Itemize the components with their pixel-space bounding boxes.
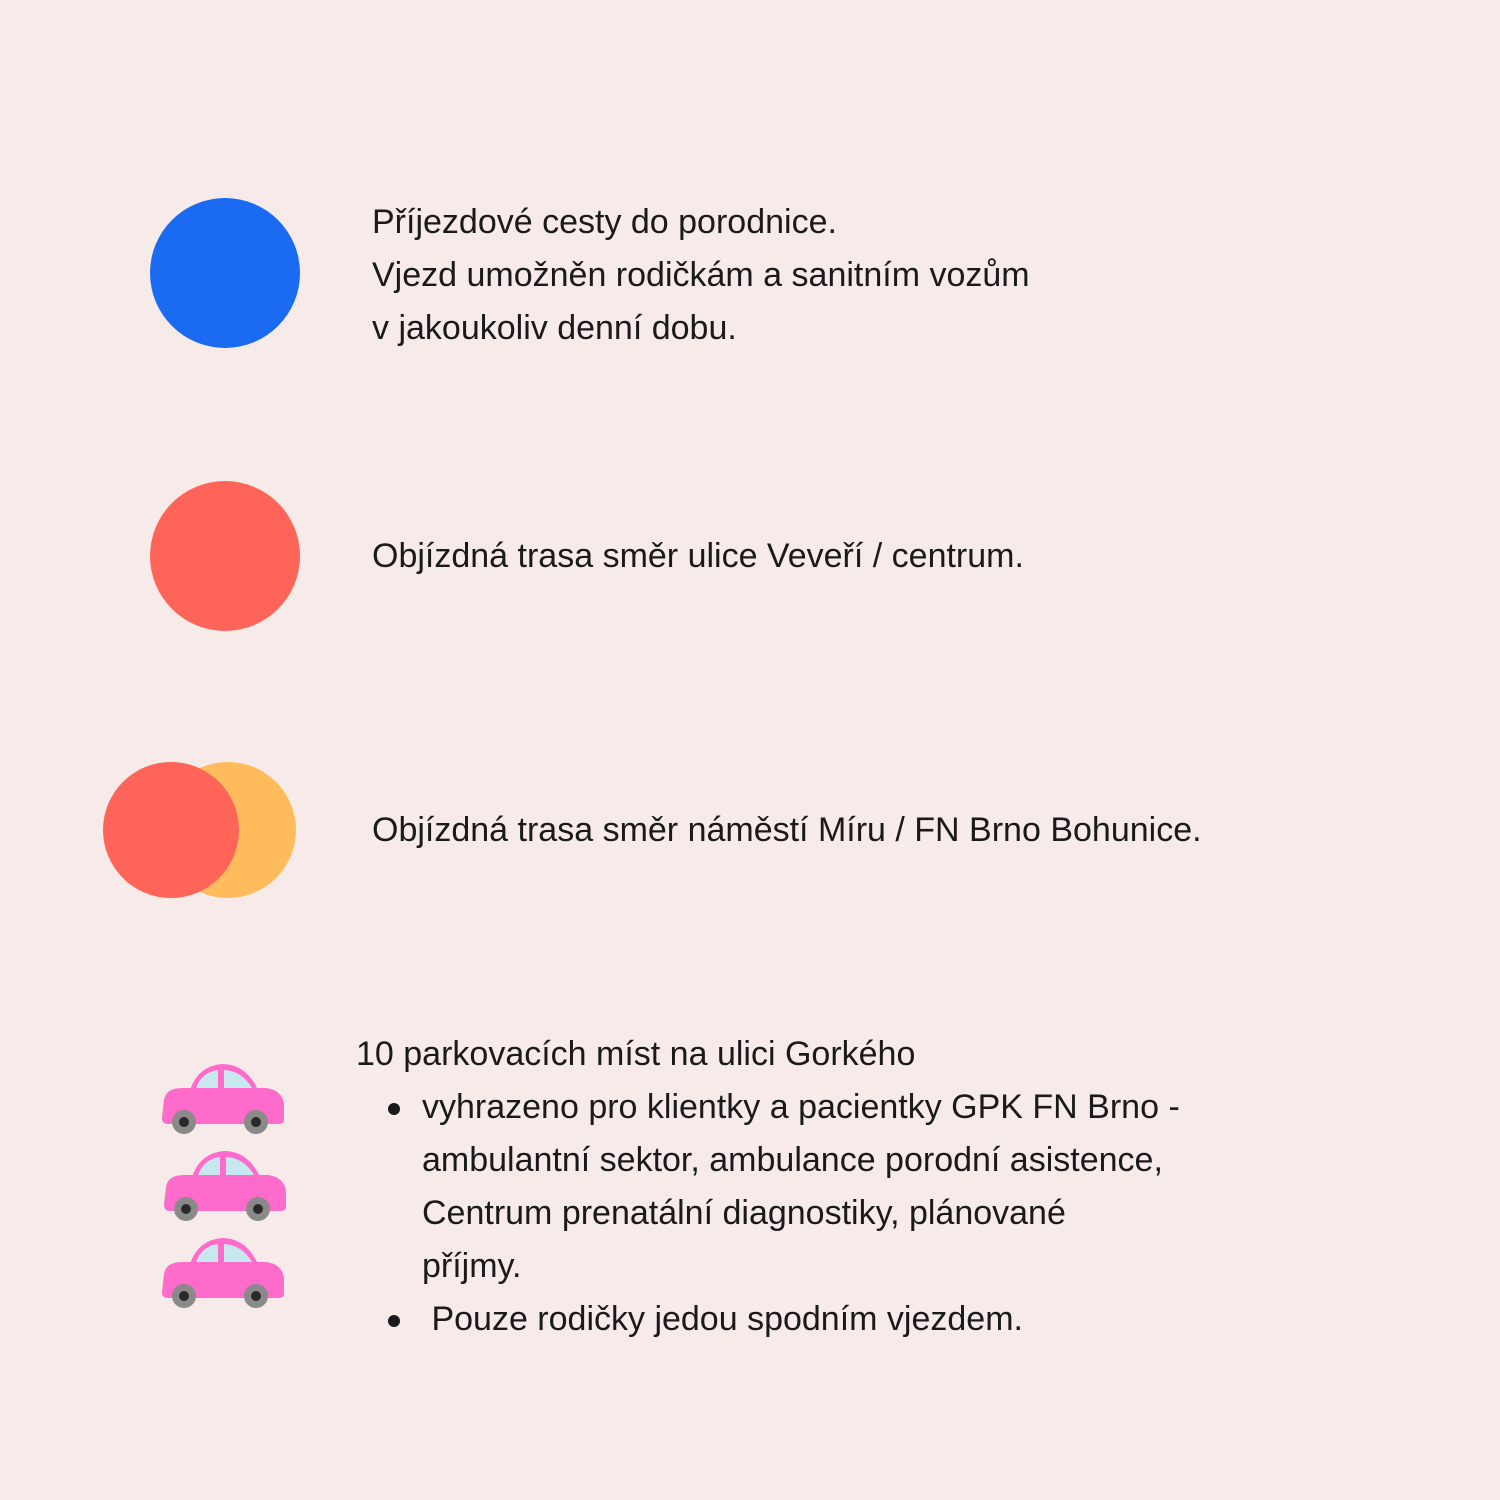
arrival-routes-line-2: Vjezd umožněn rodičkám a sanitním vozům [372, 256, 1030, 294]
car-icon [160, 1234, 286, 1310]
blue-circle-icon [150, 198, 300, 348]
parking-title: 10 parkovacích míst na ulici Gorkého [356, 1035, 916, 1073]
arrival-routes-line-1: Příjezdové cesty do porodnice. [372, 203, 837, 241]
arrival-routes-line-3: v jakoukoliv denní dobu. [372, 309, 737, 347]
arrival-routes-text [372, 196, 1030, 355]
detour-veveri-label: Objízdná trasa směr ulice Veveří / centrum. [372, 537, 1024, 575]
detour-veveri-text [372, 530, 1024, 583]
parking-bullet-2-line-1: Pouze rodičky jedou spodním vjezdem. [422, 1300, 1023, 1338]
parking-bullet-list [356, 1081, 1180, 1346]
bullet-icon [388, 1315, 400, 1327]
red-circle-icon [150, 481, 300, 631]
parking-bullet-1-line-2: ambulantní sektor, ambulance porodní asistence, [422, 1141, 1163, 1179]
parking-bullet-item [356, 1293, 1180, 1346]
detour-miru-text [372, 804, 1202, 857]
parking-bullet-1-line-3: Centrum prenatální diagnostiky, plánované [422, 1194, 1066, 1232]
parking-text [356, 1028, 1180, 1346]
red-circle-icon [103, 762, 239, 898]
parking-bullet-1-line-1: vyhrazeno pro klientky a pacientky GPK FN Brno - [422, 1088, 1180, 1126]
parking-bullet-item [356, 1081, 1180, 1293]
bullet-icon [388, 1103, 400, 1115]
detour-miru-label: Objízdná trasa směr náměstí Míru / FN Brno Bohunice. [372, 811, 1202, 849]
car-icon [160, 1060, 286, 1136]
parking-bullet-1-line-4: příjmy. [422, 1247, 522, 1285]
car-icon [162, 1147, 288, 1223]
